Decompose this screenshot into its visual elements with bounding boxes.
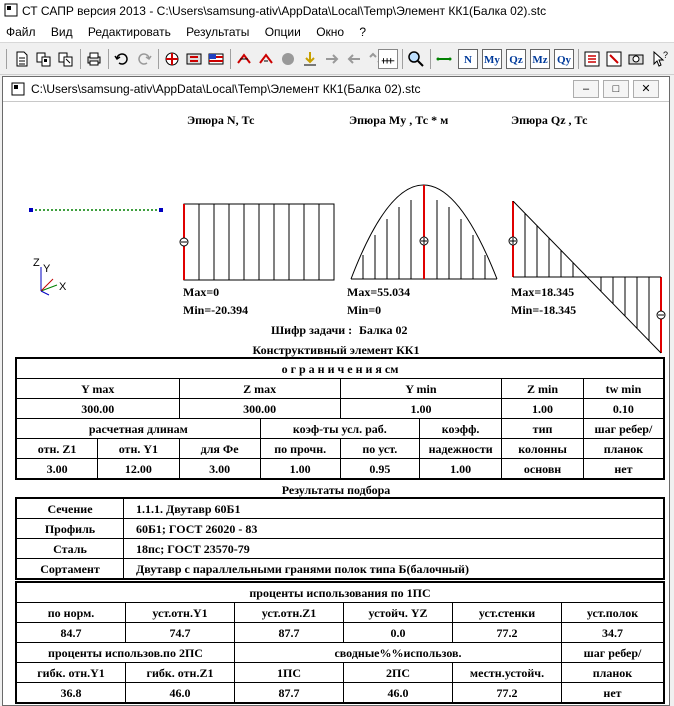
usage1-col-web: уст.стенки bbox=[453, 603, 562, 623]
task-cipher-value: Балка 02 bbox=[359, 323, 408, 337]
app-titlebar bbox=[0, 0, 674, 22]
diagram-qz-title: Эпюра Qz , Тс bbox=[511, 113, 588, 127]
document-title: C:\Users\samsung-ativ\AppData\Local\Temp\Элемент КК1(Балка 02).stc bbox=[31, 82, 421, 96]
limits-val-ymax: 300.00 bbox=[16, 399, 179, 419]
diagram-qz-max: Max=18.345 bbox=[511, 285, 575, 299]
params-val-z1: 3.00 bbox=[16, 459, 98, 480]
arrow-right-icon[interactable] bbox=[322, 49, 342, 69]
usage2-col-local: местн.устойч. bbox=[453, 663, 562, 683]
minimize-button[interactable]: – bbox=[573, 80, 599, 98]
params-val-stability: 0.95 bbox=[340, 459, 419, 480]
new-file-icon[interactable] bbox=[12, 49, 32, 69]
usage1-val-yz: 0.0 bbox=[344, 623, 453, 643]
save-file-icon[interactable] bbox=[56, 49, 76, 69]
qz-diagram-button[interactable]: Qz bbox=[506, 49, 526, 69]
result-value-section: 1.1.1. Двутавр 60Б1 bbox=[124, 498, 665, 519]
flag-icon[interactable] bbox=[206, 49, 226, 69]
task-cipher-label: Шифр задачи : bbox=[271, 323, 353, 337]
toolbar-separator bbox=[108, 49, 109, 69]
calculate-icon[interactable] bbox=[162, 49, 182, 69]
print-icon[interactable] bbox=[84, 49, 104, 69]
toolbar-separator bbox=[430, 49, 431, 69]
line-tool-icon[interactable] bbox=[434, 49, 454, 69]
diagram-qz-min: Min=-18.345 bbox=[511, 303, 577, 317]
menu-window[interactable]: Окно bbox=[316, 25, 345, 39]
mz-diagram-button[interactable]: Mz bbox=[530, 49, 550, 69]
result-label-section: Сечение bbox=[16, 498, 124, 519]
my-diagram-button[interactable]: My bbox=[482, 49, 502, 69]
svg-text:?: ? bbox=[663, 50, 669, 60]
result-value-assortment: Двутавр с параллельными гранями полок типа Б(балочный) bbox=[124, 559, 665, 580]
params-sub-step: планок bbox=[583, 439, 664, 459]
usage1-header: проценты использования по 1ПС bbox=[16, 582, 664, 603]
result-label-profile: Профиль bbox=[16, 519, 124, 539]
params-group-reliability: коэфф. bbox=[419, 419, 501, 439]
usage1-val-y1: 74.7 bbox=[126, 623, 235, 643]
usage2-header-right2: планок bbox=[562, 663, 665, 683]
usage-table bbox=[15, 581, 665, 704]
diagram-my-min: Min=0 bbox=[347, 303, 382, 317]
params-sub-y1: отн. Y1 bbox=[98, 439, 179, 459]
params-sub-stability: по уст. bbox=[340, 439, 419, 459]
results-table bbox=[15, 497, 665, 580]
usage2-val-1ps: 87.7 bbox=[235, 683, 344, 704]
limits-header: о г р а н и ч е н и я см bbox=[16, 358, 664, 379]
limits-col-zmax: Z max bbox=[179, 379, 340, 399]
usage2-val-y1: 36.8 bbox=[16, 683, 126, 704]
usage2-header-mid: сводные%%использов. bbox=[235, 643, 562, 663]
diagram-n-plot bbox=[175, 196, 340, 286]
params-group-step: шаг ребер/ bbox=[583, 419, 664, 439]
tool-c-icon[interactable] bbox=[278, 49, 298, 69]
result-label-steel: Сталь bbox=[16, 539, 124, 559]
params-val-step: нет bbox=[583, 459, 664, 480]
params-sub-strength: по прочн. bbox=[260, 439, 340, 459]
menu-view[interactable]: Вид bbox=[50, 25, 73, 39]
params-val-fe: 3.00 bbox=[179, 459, 260, 480]
usage2-header-left: проценты использов.по 2ПС bbox=[16, 643, 235, 663]
limits-col-ymin: Y min bbox=[340, 379, 502, 399]
results-content bbox=[3, 101, 669, 705]
toolbar-separator bbox=[402, 49, 403, 69]
usage1-col-flange: уст.полок bbox=[562, 603, 665, 623]
diagram-n-title: Эпюра N, Тс bbox=[187, 113, 255, 127]
diagram-my-plot bbox=[343, 131, 503, 281]
usage2-col-z1: гибк. отн.Z1 bbox=[126, 663, 235, 683]
toolbar-separator bbox=[578, 49, 579, 69]
menu-options[interactable]: Опции bbox=[264, 25, 301, 39]
result-value-profile: 60Б1; ГОСТ 26020 - 83 bbox=[124, 519, 665, 539]
settings-icon[interactable] bbox=[626, 49, 646, 69]
document-titlebar bbox=[3, 77, 669, 102]
usage1-col-yz: устойч. YZ bbox=[344, 603, 453, 623]
usage1-val-web: 77.2 bbox=[453, 623, 562, 643]
params-val-y1: 12.00 bbox=[98, 459, 179, 480]
limits-val-zmax: 300.00 bbox=[179, 399, 340, 419]
limits-table bbox=[15, 357, 665, 480]
diagram-n-min: Min=-20.394 bbox=[183, 303, 249, 317]
usage1-col-y1: уст.отн.Y1 bbox=[126, 603, 235, 623]
report-icon[interactable] bbox=[582, 49, 602, 69]
usage1-val-flange: 34.7 bbox=[562, 623, 665, 643]
toolbar bbox=[0, 44, 674, 75]
usage2-col-1ps: 1ПС bbox=[235, 663, 344, 683]
params-val-reliability: 1.00 bbox=[419, 459, 501, 480]
zoom-icon[interactable] bbox=[406, 49, 426, 69]
app-icon bbox=[4, 3, 18, 17]
axis-z-label: Z bbox=[33, 257, 40, 269]
menu-help[interactable]: ? bbox=[359, 25, 367, 39]
params-sub-fe: для Фе bbox=[179, 439, 260, 459]
toolbar-separator bbox=[6, 49, 7, 69]
qy-diagram-button[interactable]: Qy bbox=[554, 49, 574, 69]
menu-results[interactable]: Результаты bbox=[186, 25, 250, 39]
params-group-coef: коэф-ты усл. раб. bbox=[260, 419, 419, 439]
limits-col-zmin: Z min bbox=[502, 379, 584, 399]
usage1-col-z1: уст.отн.Z1 bbox=[235, 603, 344, 623]
menu-file[interactable]: Файл bbox=[6, 25, 36, 39]
usage2-val-local: 77.2 bbox=[453, 683, 562, 704]
limits-val-zmin: 1.00 bbox=[502, 399, 584, 419]
params-sub-z1: отн. Z1 bbox=[16, 439, 98, 459]
usage1-col-norm: по норм. bbox=[16, 603, 126, 623]
element-title: Конструктивный элемент КК1 bbox=[252, 343, 420, 357]
usage2-header-right: шаг ребер/ bbox=[562, 643, 665, 663]
limits-col-ymax: Y max bbox=[16, 379, 179, 399]
usage2-val-z1: 46.0 bbox=[126, 683, 235, 704]
grid-toggle-icon[interactable] bbox=[378, 49, 398, 69]
usage2-col-2ps: 2ПС bbox=[344, 663, 453, 683]
export-icon[interactable] bbox=[604, 49, 624, 69]
app-title: СТ САПР версия 2013 - C:\Users\samsung-ativ\AppData\Local\Temp\Элемент КК1(Балка 02).stc bbox=[22, 4, 547, 18]
usage1-val-z1: 87.7 bbox=[235, 623, 344, 643]
usage2-val-2ps: 46.0 bbox=[344, 683, 453, 704]
diagram-n-max: Max=0 bbox=[183, 285, 220, 299]
diagram-my-max: Max=55.034 bbox=[347, 285, 411, 299]
usage1-val-norm: 84.7 bbox=[16, 623, 126, 643]
usage2-val-step: нет bbox=[562, 683, 665, 704]
n-diagram-button[interactable]: N bbox=[458, 49, 478, 69]
document-icon bbox=[11, 82, 25, 96]
params-val-strength: 1.00 bbox=[260, 459, 340, 480]
diagram-my-title: Эпюра My , Тс * м bbox=[349, 113, 449, 127]
params-val-type: основн bbox=[502, 459, 584, 480]
usage2-col-y1: гибк. отн.Y1 bbox=[16, 663, 126, 683]
beam-schematic bbox=[23, 201, 173, 301]
section-icon[interactable] bbox=[184, 49, 204, 69]
params-group-length: расчетная длинам bbox=[16, 419, 260, 439]
menu-bar bbox=[0, 22, 674, 43]
limits-val-ymin: 1.00 bbox=[340, 399, 502, 419]
menu-edit[interactable]: Редактировать bbox=[87, 25, 171, 39]
tool-b-icon[interactable] bbox=[256, 49, 276, 69]
limits-val-twmin: 0.10 bbox=[583, 399, 664, 419]
arrow-left-icon[interactable] bbox=[344, 49, 364, 69]
params-sub-type: колонны bbox=[502, 439, 584, 459]
undo-icon[interactable] bbox=[112, 49, 132, 69]
tool-a-icon[interactable] bbox=[234, 49, 254, 69]
maximize-button[interactable]: □ bbox=[603, 80, 629, 98]
toolbar-separator bbox=[230, 49, 231, 69]
tool-d-icon[interactable] bbox=[300, 49, 320, 69]
open-file-icon[interactable] bbox=[34, 49, 54, 69]
close-button[interactable]: ✕ bbox=[633, 80, 659, 98]
diagram-qz-plot bbox=[507, 201, 669, 361]
help-pointer-icon[interactable] bbox=[650, 49, 670, 69]
params-sub-reliability: надежности bbox=[419, 439, 501, 459]
toolbar-separator bbox=[80, 49, 81, 69]
results-header: Результаты подбора bbox=[281, 483, 391, 497]
result-label-assortment: Сортамент bbox=[16, 559, 124, 580]
toolbar-separator bbox=[158, 49, 159, 69]
document-window bbox=[2, 76, 670, 706]
axis-x-label: X bbox=[59, 281, 67, 293]
redo-icon[interactable] bbox=[134, 49, 154, 69]
params-group-type: тип bbox=[502, 419, 584, 439]
result-value-steel: 18пс; ГОСТ 23570-79 bbox=[124, 539, 665, 559]
axis-y-label: Y bbox=[43, 263, 51, 275]
limits-col-twmin: tw min bbox=[583, 379, 664, 399]
